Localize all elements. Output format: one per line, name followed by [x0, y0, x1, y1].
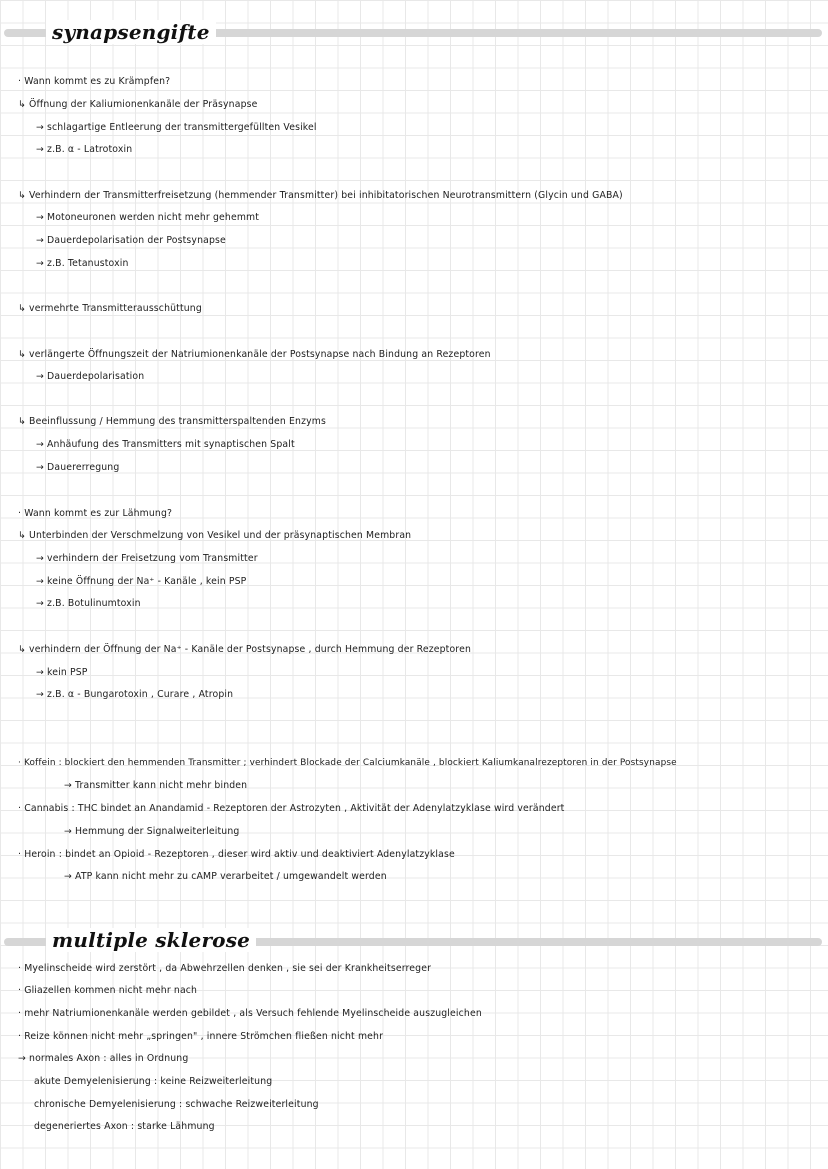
- axon-state-line: → normales Axon : alles in Ordnung: [18, 1053, 189, 1064]
- cause-line: ↳ vermehrte Transmitterausschüttung: [18, 303, 202, 314]
- fact-line: · Reize können nicht mehr „springen" , innere Strömchen fließen nicht mehr: [18, 1031, 384, 1042]
- effect-line: → keine Öffnung der Na⁺ - Kanäle , kein PSP: [36, 576, 247, 587]
- header-bar-right: [190, 938, 822, 946]
- example-line: → z.B. α - Latrotoxin: [36, 144, 133, 155]
- drug-effect-line: → Hemmung der Signalweiterleitung: [64, 826, 240, 837]
- effect-line: → Dauerdepolarisation der Postsynapse: [36, 235, 226, 246]
- axon-state-line: chronische Demyelenisierung : schwache Reizweiterleitung: [34, 1099, 319, 1110]
- effect-line: → verhindern der Freisetzung vom Transmitter: [36, 553, 258, 564]
- example-line: → z.B. Tetanustoxin: [36, 258, 129, 269]
- cause-line: ↳ verhindern der Öffnung der Na⁺ - Kanäle der Postsynapse , durch Hemmung der Rezeptoren: [18, 644, 471, 655]
- drug-effect-line: → ATP kann nicht mehr zu cAMP verarbeitet / umgewandelt werden: [64, 871, 387, 882]
- effect-line: → Anhäufung des Transmitters mit synaptischen Spalt: [36, 439, 295, 450]
- header-bar-left: [4, 938, 52, 946]
- effect-line: → Motoneuronen werden nicht mehr gehemmt: [36, 212, 260, 223]
- header-bar-right: [172, 29, 822, 37]
- header-bar-left: [4, 29, 52, 37]
- fact-line: · Gliazellen kommen nicht mehr nach: [18, 985, 198, 996]
- cause-line: ↳ Beeinflussung / Hemmung des transmitterspaltenden Enzyms: [18, 416, 326, 427]
- axon-state-line: degeneriertes Axon : starke Lähmung: [34, 1121, 215, 1132]
- effect-line: → kein PSP: [36, 667, 88, 678]
- drug-effect-line: → Transmitter kann nicht mehr binden: [64, 780, 248, 791]
- example-line: → z.B. Botulinumtoxin: [36, 598, 141, 609]
- example-line: → z.B. α - Bungarotoxin , Curare , Atropin: [36, 689, 234, 700]
- drug-line-cannabis: · Cannabis : THC bindet an Anandamid - Rezeptoren der Astrozyten , Aktivität der Adenylatzyklase wird verändert: [18, 803, 565, 814]
- drug-line-heroin: · Heroin : bindet an Opioid - Rezeptoren , dieser wird aktiv und deaktiviert Adenylatzyklase: [18, 849, 455, 860]
- effect-line: → schlagartige Entleerung der transmittergefüllten Vesikel: [36, 122, 317, 133]
- cause-line: ↳ Verhindern der Transmitterfreisetzung (hemmender Transmitter) bei inhibitatorischen Neurotransmittern (Glycin und GABA): [18, 190, 623, 201]
- effect-line: → Dauerdepolarisation: [36, 371, 145, 382]
- effect-line: → Dauererregung: [36, 462, 120, 473]
- fact-line: · mehr Natriumionenkanäle werden gebildet , als Versuch fehlende Myelinscheide auszugleichen: [18, 1008, 482, 1019]
- cause-line: ↳ verlängerte Öffnungszeit der Natriumionenkanäle der Postsynapse nach Bindung an Rezeptoren: [18, 349, 491, 360]
- fact-line: · Myelinscheide wird zerstört , da Abwehrzellen denken , sie sei der Krankheitserreger: [18, 963, 432, 974]
- drug-line-koffein: · Koffein : blockiert den hemmenden Transmitter ; verhindert Blockade der Calciumkanäle , blockiert Kaliumkanalrezeptoren in der Postsynapse: [18, 758, 677, 768]
- question-line: · Wann kommt es zur Lähmung?: [18, 508, 173, 519]
- axon-state-line: akute Demyelenisierung : keine Reizweiterleitung: [34, 1076, 273, 1087]
- section-title-multiple-sklerose: multiple sklerose: [46, 928, 256, 952]
- question-line: · Wann kommt es zu Krämpfen?: [18, 76, 171, 87]
- cause-line: ↳ Unterbinden der Verschmelzung von Vesikel und der präsynaptischen Membran: [18, 530, 412, 541]
- section-title-synapsengifte: synapsengifte: [46, 20, 216, 44]
- cause-line: ↳ Öffnung der Kaliumionenkanäle der Präsynapse: [18, 99, 258, 110]
